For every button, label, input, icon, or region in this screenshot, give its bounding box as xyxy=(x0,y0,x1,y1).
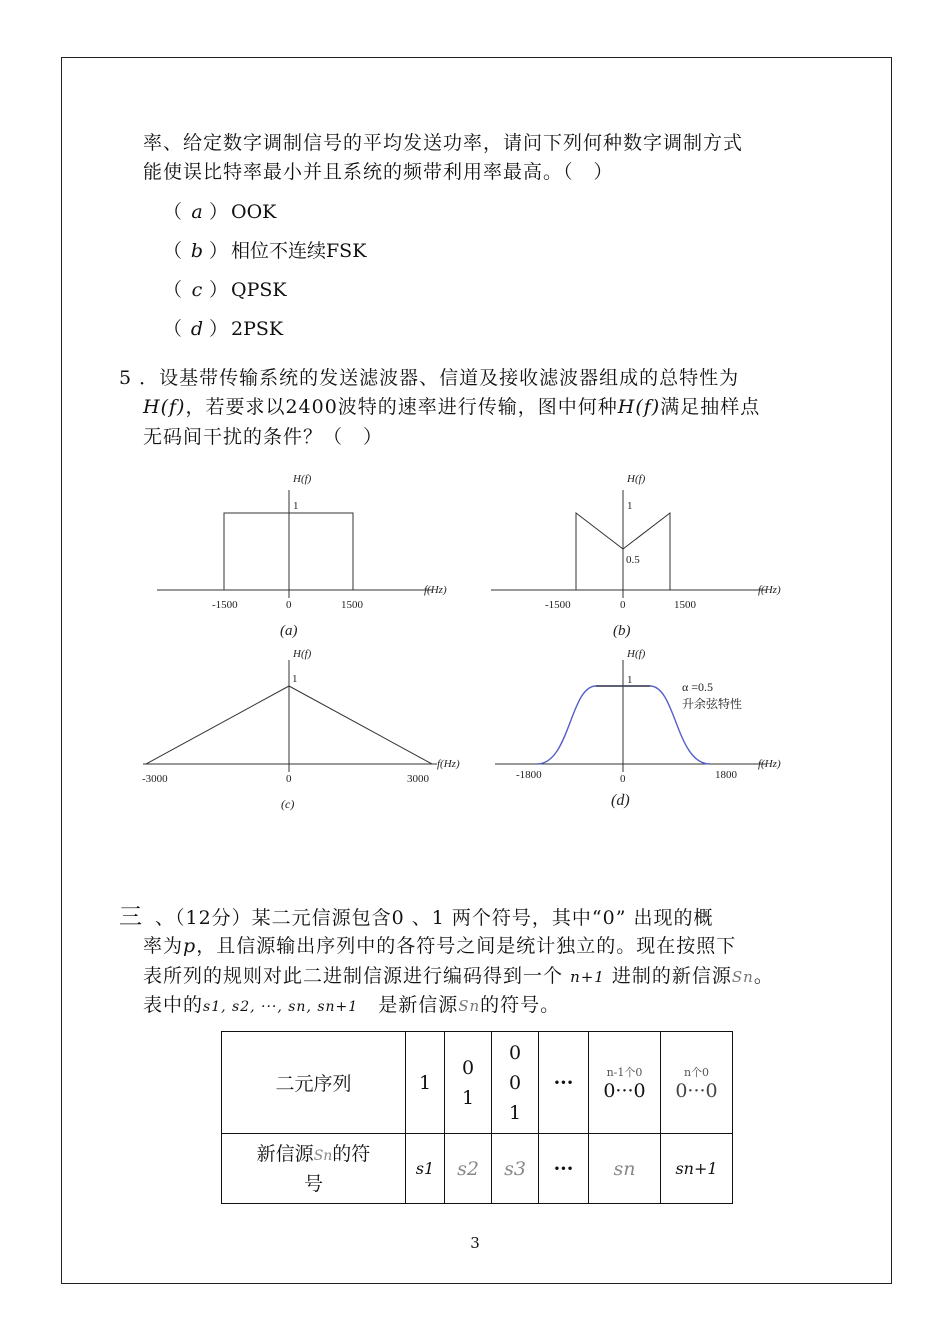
fig-a-zero-tick: 0 xyxy=(286,599,292,611)
table-row-binary xyxy=(222,1032,733,1134)
cell-s1: s1 xyxy=(406,1134,445,1204)
fig-d-alpha: α =0.5 xyxy=(682,680,714,694)
q3-line2: 率为p，且信源输出序列中的各符号之间是统计独立的。现在按照下 xyxy=(143,935,737,957)
fig-b-zero-tick: 0 xyxy=(620,599,626,611)
cell-c6: n个0 0···0 xyxy=(661,1032,733,1134)
fig-a-right-tick: 1500 xyxy=(341,599,363,611)
cell-c1: 1 xyxy=(406,1032,445,1134)
fig-d-right-tick: 1800 xyxy=(715,769,737,781)
cell-dots-2: ··· xyxy=(539,1134,589,1204)
q3-section-number: 三 xyxy=(119,904,143,930)
fig-d-zero-tick: 0 xyxy=(620,773,626,785)
table-row-symbols xyxy=(222,1134,733,1204)
fig-d-left-tick: -1800 xyxy=(516,769,542,781)
q4-option-c: （ c ） QPSK xyxy=(163,279,287,301)
fig-c-right-tick: 3000 xyxy=(407,773,429,785)
fig-b-ylabel: H(f) xyxy=(627,473,646,485)
q3-line1: 三 、（12分）某二元信源包含0 、1 两个符号，其中“0” 出现的概 xyxy=(119,904,714,930)
fig-c-peak: 1 xyxy=(292,673,298,685)
option-text: OOK xyxy=(231,201,277,223)
fig-c-xlabel: f(Hz) xyxy=(437,758,460,770)
fig-a-ylabel: H(f) xyxy=(293,473,312,485)
q4-option-b: （ b ） 相位不连续FSK xyxy=(163,240,367,262)
cell-s3: s3 xyxy=(492,1134,539,1204)
cell-sn: sn xyxy=(589,1134,661,1204)
fig-a-caption: (a) xyxy=(280,623,298,639)
q5-line3: 无码间干扰的条件？（ ） xyxy=(143,426,384,448)
fig-a-peak: 1 xyxy=(293,500,299,512)
row2-label: 新信源Sn的符 号 xyxy=(222,1134,406,1204)
fig-c-ylabel: H(f) xyxy=(293,648,312,660)
option-text: 2PSK xyxy=(231,318,284,340)
fig-b-xlabel: f(Hz) xyxy=(758,584,781,596)
fig-b-caption: (b) xyxy=(613,623,631,639)
cell-c5: n-1个0 0···0 xyxy=(589,1032,661,1134)
encoding-table xyxy=(221,1031,733,1204)
cell-s2: s2 xyxy=(445,1134,492,1204)
q3-line4: 表中的s1, s2, ···, sn, sn+1 是新信源Sn的符号。 xyxy=(143,994,561,1016)
option-text: 相位不连续FSK xyxy=(231,240,367,262)
fig-d-xlabel: f(Hz) xyxy=(758,758,781,770)
cell-c2: 0 1 xyxy=(445,1032,492,1134)
q5-line1: 5 ．设基带传输系统的发送滤波器、信道及接收滤波器组成的总特性为 xyxy=(119,367,740,389)
cell-dots: ··· xyxy=(539,1032,589,1134)
fig-b-right-tick: 1500 xyxy=(674,599,696,611)
fig-d-peak: 1 xyxy=(627,674,633,686)
q4-option-d: （ d ） 2PSK xyxy=(163,318,284,340)
fig-b-mid-value: 0.5 xyxy=(626,554,640,566)
fig-b-left-tick: -1500 xyxy=(545,599,571,611)
q4-option-a: （ a ） OOK xyxy=(163,201,277,223)
fig-c-left-tick: -3000 xyxy=(142,773,168,785)
fig-d-description: 升余弦特性 xyxy=(682,697,743,711)
q5-number: 5 xyxy=(119,367,133,389)
q4-line1: 率、给定数字调制信号的平均发送功率，请问下列何种数字调制方式 xyxy=(143,132,744,154)
q5-line2: H(f)，若要求以2400波特的速率进行传输，图中何种H(f)满足抽样点 xyxy=(143,396,761,418)
fig-c-caption: (c) xyxy=(281,797,295,811)
fig-d-ylabel: H(f) xyxy=(627,648,646,660)
fig-b-peak: 1 xyxy=(627,500,633,512)
row1-label: 二元序列 xyxy=(222,1032,406,1134)
q4-line2: 能使误比特率最小并且系统的频带利用率最高。（ ） xyxy=(143,161,614,183)
option-text: QPSK xyxy=(231,279,287,301)
q3-line3: 表所列的规则对此二进制信源进行编码得到一个 n+1 进制的新信源Sn。 xyxy=(143,965,774,987)
fig-a-xlabel: f(Hz) xyxy=(424,584,447,596)
cell-sn1: sn+1 xyxy=(661,1134,733,1204)
fig-a-left-tick: -1500 xyxy=(212,599,238,611)
fig-c-zero-tick: 0 xyxy=(286,773,292,785)
cell-c3: 0 0 1 xyxy=(492,1032,539,1134)
page-number: 3 xyxy=(470,1234,480,1252)
fig-d-caption: (d) xyxy=(611,792,630,809)
